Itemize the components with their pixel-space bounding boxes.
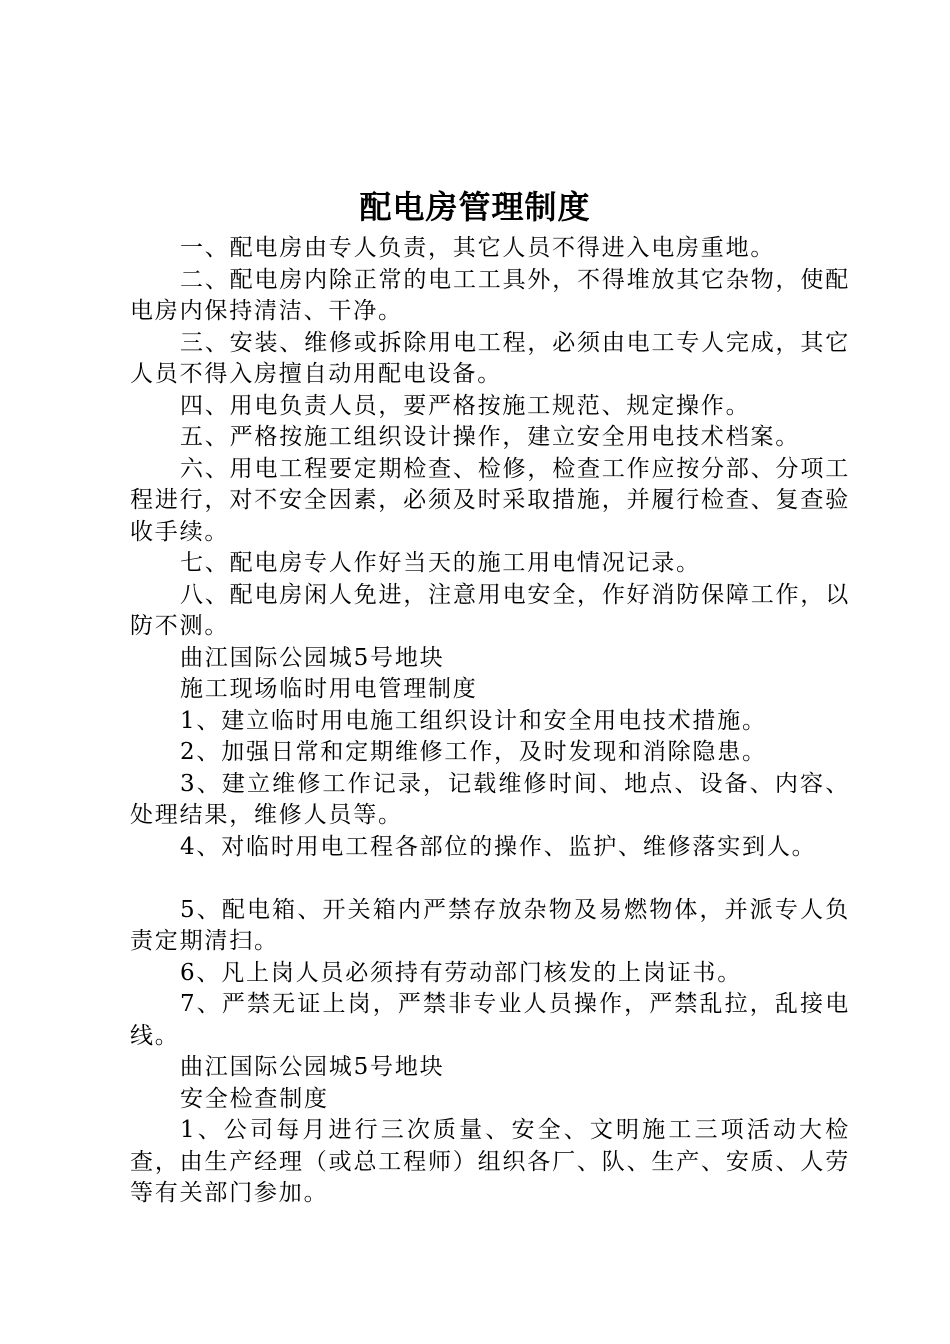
paragraph: 7、严禁无证上岗，严禁非专业人员操作，严禁乱拉，乱接电线。 [130,991,850,1049]
paragraph: 一、配电房由专人负责，其它人员不得进入电房重地。 [180,235,776,261]
document-body [130,233,850,1210]
paragraph: 二、配电房内除正常的电工工具外，不得堆放其它杂物，使配电房内保持清洁、干净。 [130,266,850,324]
section-heading: 安全检查制度 [180,1085,329,1112]
document-title: 配电房管理制度 [359,188,591,226]
paragraph: 2、加强日常和定期维修工作，及时发现和消除隐患。 [180,739,767,765]
section-heading: 施工现场临时用电管理制度 [180,676,478,702]
paragraph: 3、建立维修工作记录，记载维修时间、地点、设备、内容、处理结果，维修人员等。 [130,770,850,828]
section-location: 曲江国际公园城5号地块 [180,1054,445,1080]
paragraph: 三、安装、维修或拆除用电工程，必须由电工专人完成，其它人员不得入房擅自动用配电设备。 [130,329,850,387]
paragraph: 五、严格按施工组织设计操作，建立安全用电技术档案。 [180,424,800,450]
paragraph: 七、配电房专人作好当天的施工用电情况记录。 [180,550,701,576]
paragraph: 5、配电箱、开关箱内严禁存放杂物及易燃物体，并派专人负责定期清扫。 [130,896,850,954]
paragraph: 1、建立临时用电施工组织设计和安全用电技术措施。 [180,707,767,734]
paragraph: 4、对临时用电工程各部位的操作、监护、维修落实到人。 [180,833,817,860]
paragraph: 八、配电房闲人免进，注意用电安全，作好消防保障工作，以防不测。 [130,581,850,639]
paragraph: 六、用电工程要定期检查、检修，检查工作应按分部、分项工程进行，对不安全因素，必须及时采取措施，并履行检查、复查验收手续。 [130,455,850,545]
paragraph: 四、用电负责人员，要严格按施工规范、规定操作。 [180,392,751,419]
paragraph: 1、公司每月进行三次质量、安全、文明施工三项活动大检查，由生产经理（或总工程师）组织各厂、队、生产、安质、人劳等有关部门参加。 [130,1117,850,1206]
section-location: 曲江国际公园城5号地块 [180,644,445,671]
paragraph: 6、凡上岗人员必须持有劳动部门核发的上岗证书。 [180,959,743,986]
